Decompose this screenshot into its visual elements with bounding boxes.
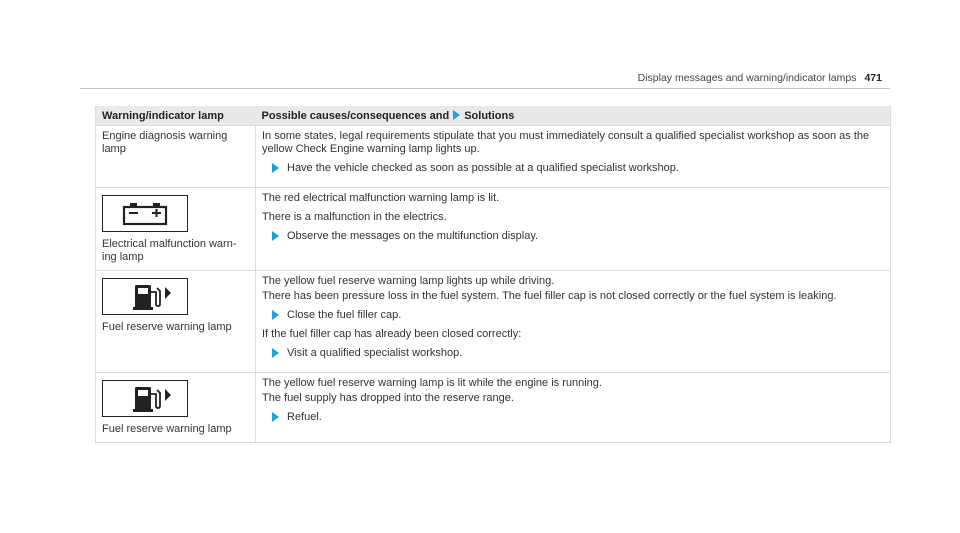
col-header-solutions-text: Solutions xyxy=(464,109,515,122)
battery-icon xyxy=(102,195,188,232)
step-text: Observe the messages on the multifunction display. xyxy=(287,230,539,242)
cause-text: The yellow fuel reserve warning lamp lights up while driving. xyxy=(262,275,555,287)
step-arrow-icon xyxy=(272,163,279,173)
table-row xyxy=(96,373,891,443)
step-text: Visit a qualified specialist workshop. xyxy=(287,347,463,359)
cause-text: The yellow fuel reserve warning lamp is lit while the engine is running. xyxy=(262,377,602,389)
col-header-causes xyxy=(256,106,891,126)
table-row xyxy=(96,188,891,271)
col-header-causes-text: Possible causes/consequences and xyxy=(261,109,450,122)
fuel-pump-icon xyxy=(102,278,188,315)
causes-cell xyxy=(256,373,891,443)
step-arrow-icon xyxy=(272,231,279,241)
causes-cell xyxy=(256,126,891,188)
solution-step xyxy=(272,309,884,322)
fuel-pump-icon xyxy=(102,380,188,417)
lamp-label: Fuel reserve warning lamp xyxy=(102,423,232,435)
cause-text: The red electrical malfunction warning lamp is lit. xyxy=(262,192,500,204)
solution-step xyxy=(272,411,884,424)
causes-cell xyxy=(256,188,891,271)
step-arrow-icon xyxy=(272,348,279,358)
lamp-cell xyxy=(96,126,256,188)
solution-step xyxy=(272,162,884,175)
arrow-icon xyxy=(453,110,460,120)
step-text: Close the fuel filler cap. xyxy=(287,309,402,321)
lamp-cell xyxy=(96,188,256,271)
solution-step xyxy=(272,230,884,243)
header-divider xyxy=(80,88,890,89)
causes-cell xyxy=(256,271,891,373)
step-text: Have the vehicle checked as soon as possible at a qualified specialist workshop. xyxy=(287,162,679,174)
lamp-label: Engine diagnosis warning lamp xyxy=(102,130,228,155)
lamp-label: Electrical malfunction warn- ing lamp xyxy=(102,238,237,263)
lamp-label: Fuel reserve warning lamp xyxy=(102,321,232,333)
page-header xyxy=(600,72,882,86)
page-number: 471 xyxy=(864,72,882,84)
warning-lamp-table xyxy=(95,106,891,443)
step-arrow-icon xyxy=(272,310,279,320)
table-row xyxy=(96,126,891,188)
lamp-cell xyxy=(96,271,256,373)
cause-text: There is a malfunction in the electrics. xyxy=(262,211,447,223)
col-header-lamp: Warning/indicator lamp xyxy=(96,106,256,126)
cause-text: The fuel supply has dropped into the reserve range. xyxy=(262,392,514,404)
cause-text: There has been pressure loss in the fuel system. The fuel filler cap is not closed correctly or the fuel system is leaking. xyxy=(262,290,837,302)
solution-step xyxy=(272,347,884,360)
lamp-cell xyxy=(96,373,256,443)
step-arrow-icon xyxy=(272,412,279,422)
cause-text: In some states, legal requirements stipulate that you must immediately consult a qualified specialist workshop as soon as the yellow Check Engine warning lamp lights up. xyxy=(262,130,870,155)
step-text: Refuel. xyxy=(287,411,322,423)
table-row xyxy=(96,271,891,373)
table-header-row xyxy=(96,106,891,126)
cause-text: If the fuel filler cap has already been closed correctly: xyxy=(262,328,522,340)
header-title: Display messages and warning/indicator lamps xyxy=(637,72,857,84)
